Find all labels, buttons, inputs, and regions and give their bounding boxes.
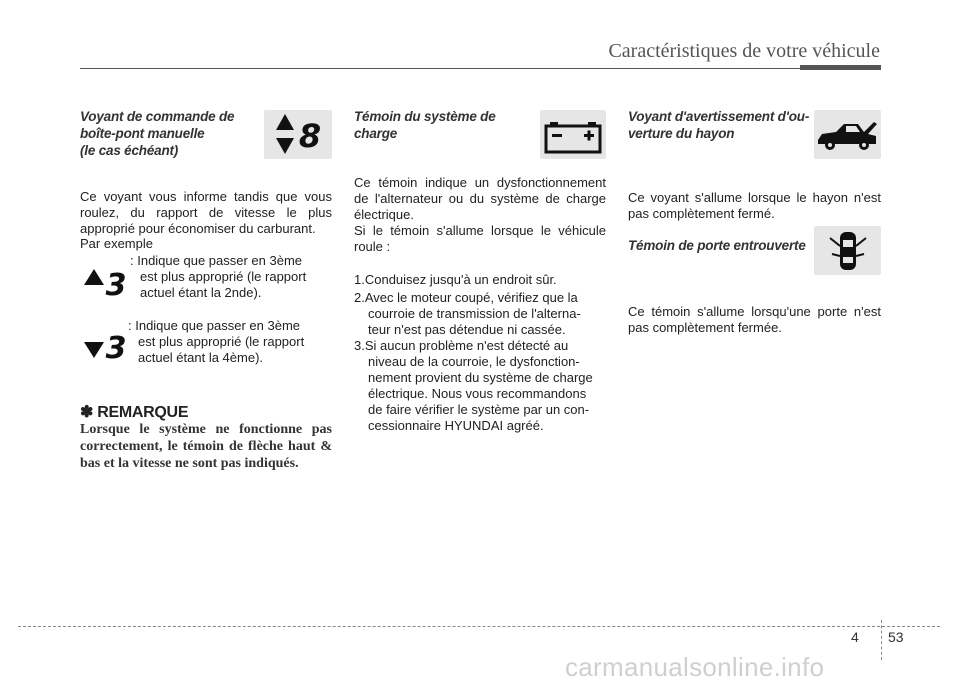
svg-text:8: 8 <box>298 117 322 155</box>
charging-intro: Ce témoin indique un dysfonctionnement de l'alternateur ou du système de charge électrique. <box>354 175 606 222</box>
header-rule-accent <box>800 65 881 70</box>
door-ajar-icon <box>814 226 881 275</box>
page-header-title: Caractéristiques de votre véhicule <box>608 40 880 62</box>
charging-condition: Si le témoin s'allume lorsque le véhicule roule : <box>354 223 606 254</box>
footer-divider <box>881 620 882 660</box>
trunk-open-text: Ce voyant s'allume lorsque le hayon n'est pas complètement fermé. <box>628 190 881 221</box>
section-title-shift-indicator: Voyant de commande de boîte-pont manuelle (le cas échéant) <box>80 109 235 158</box>
shift-indicator-intro: Ce voyant vous informe tandis que vous roulez, du rapport de vitesse le plus approprié pour économiser du carburant. <box>80 189 332 236</box>
shift-up-icon <box>84 263 128 299</box>
shift-up-description: : Indique que passer en 3ème est plus approprié (le rapport actuel étant la 2nde). <box>130 253 307 300</box>
svg-text:3: 3 <box>105 268 127 299</box>
footer-rule <box>18 626 940 627</box>
chapter-number: 4 <box>851 629 859 645</box>
section-title-door-ajar: Témoin de porte entrouverte <box>628 238 806 253</box>
shift-down-icon <box>84 326 128 362</box>
header-rule <box>80 68 800 69</box>
charging-step-3: 3.Si aucun problème n'est détecté au niveau de la courroie, le dysfonction- nement provient du système de charge électrique. Nous vous recommandons de faire vérifier le système par un con- cessionnaire HYUNDAI agréé. <box>354 338 593 433</box>
door-ajar-text: Ce témoin s'allume lorsqu'une porte n'est pas complètement fermée. <box>628 304 881 335</box>
page-number: 53 <box>888 629 904 645</box>
section-title-trunk-open: Voyant d'avertissement d'ou- verture du hayon <box>628 109 810 141</box>
gear-shift-indicator-icon <box>264 110 332 159</box>
trunk-open-icon <box>814 110 881 159</box>
charging-step-2: 2.Avec le moteur coupé, vérifiez que la courroie de transmission de l'alterna- teur n'est pas détendue ni cassée. <box>354 290 581 337</box>
remark-body: Lorsque le système ne fonctionne pas correctement, le témoin de flèche haut & bas et la vitesse ne sont pas indiqués. <box>80 422 332 471</box>
remark-title: ✽ REMARQUE <box>80 404 189 421</box>
example-label: Par exemple <box>80 236 153 251</box>
watermark: carmanualsonline.info <box>565 652 825 682</box>
shift-down-description: : Indique que passer en 3ème est plus approprié (le rapport actuel étant la 4ème). <box>128 318 305 365</box>
section-title-charging-system: Témoin du système de charge <box>354 109 496 141</box>
charging-step-1: 1.Conduisez jusqu'à un endroit sûr. <box>354 272 557 287</box>
svg-text:3: 3 <box>105 331 127 362</box>
battery-icon <box>540 110 606 159</box>
